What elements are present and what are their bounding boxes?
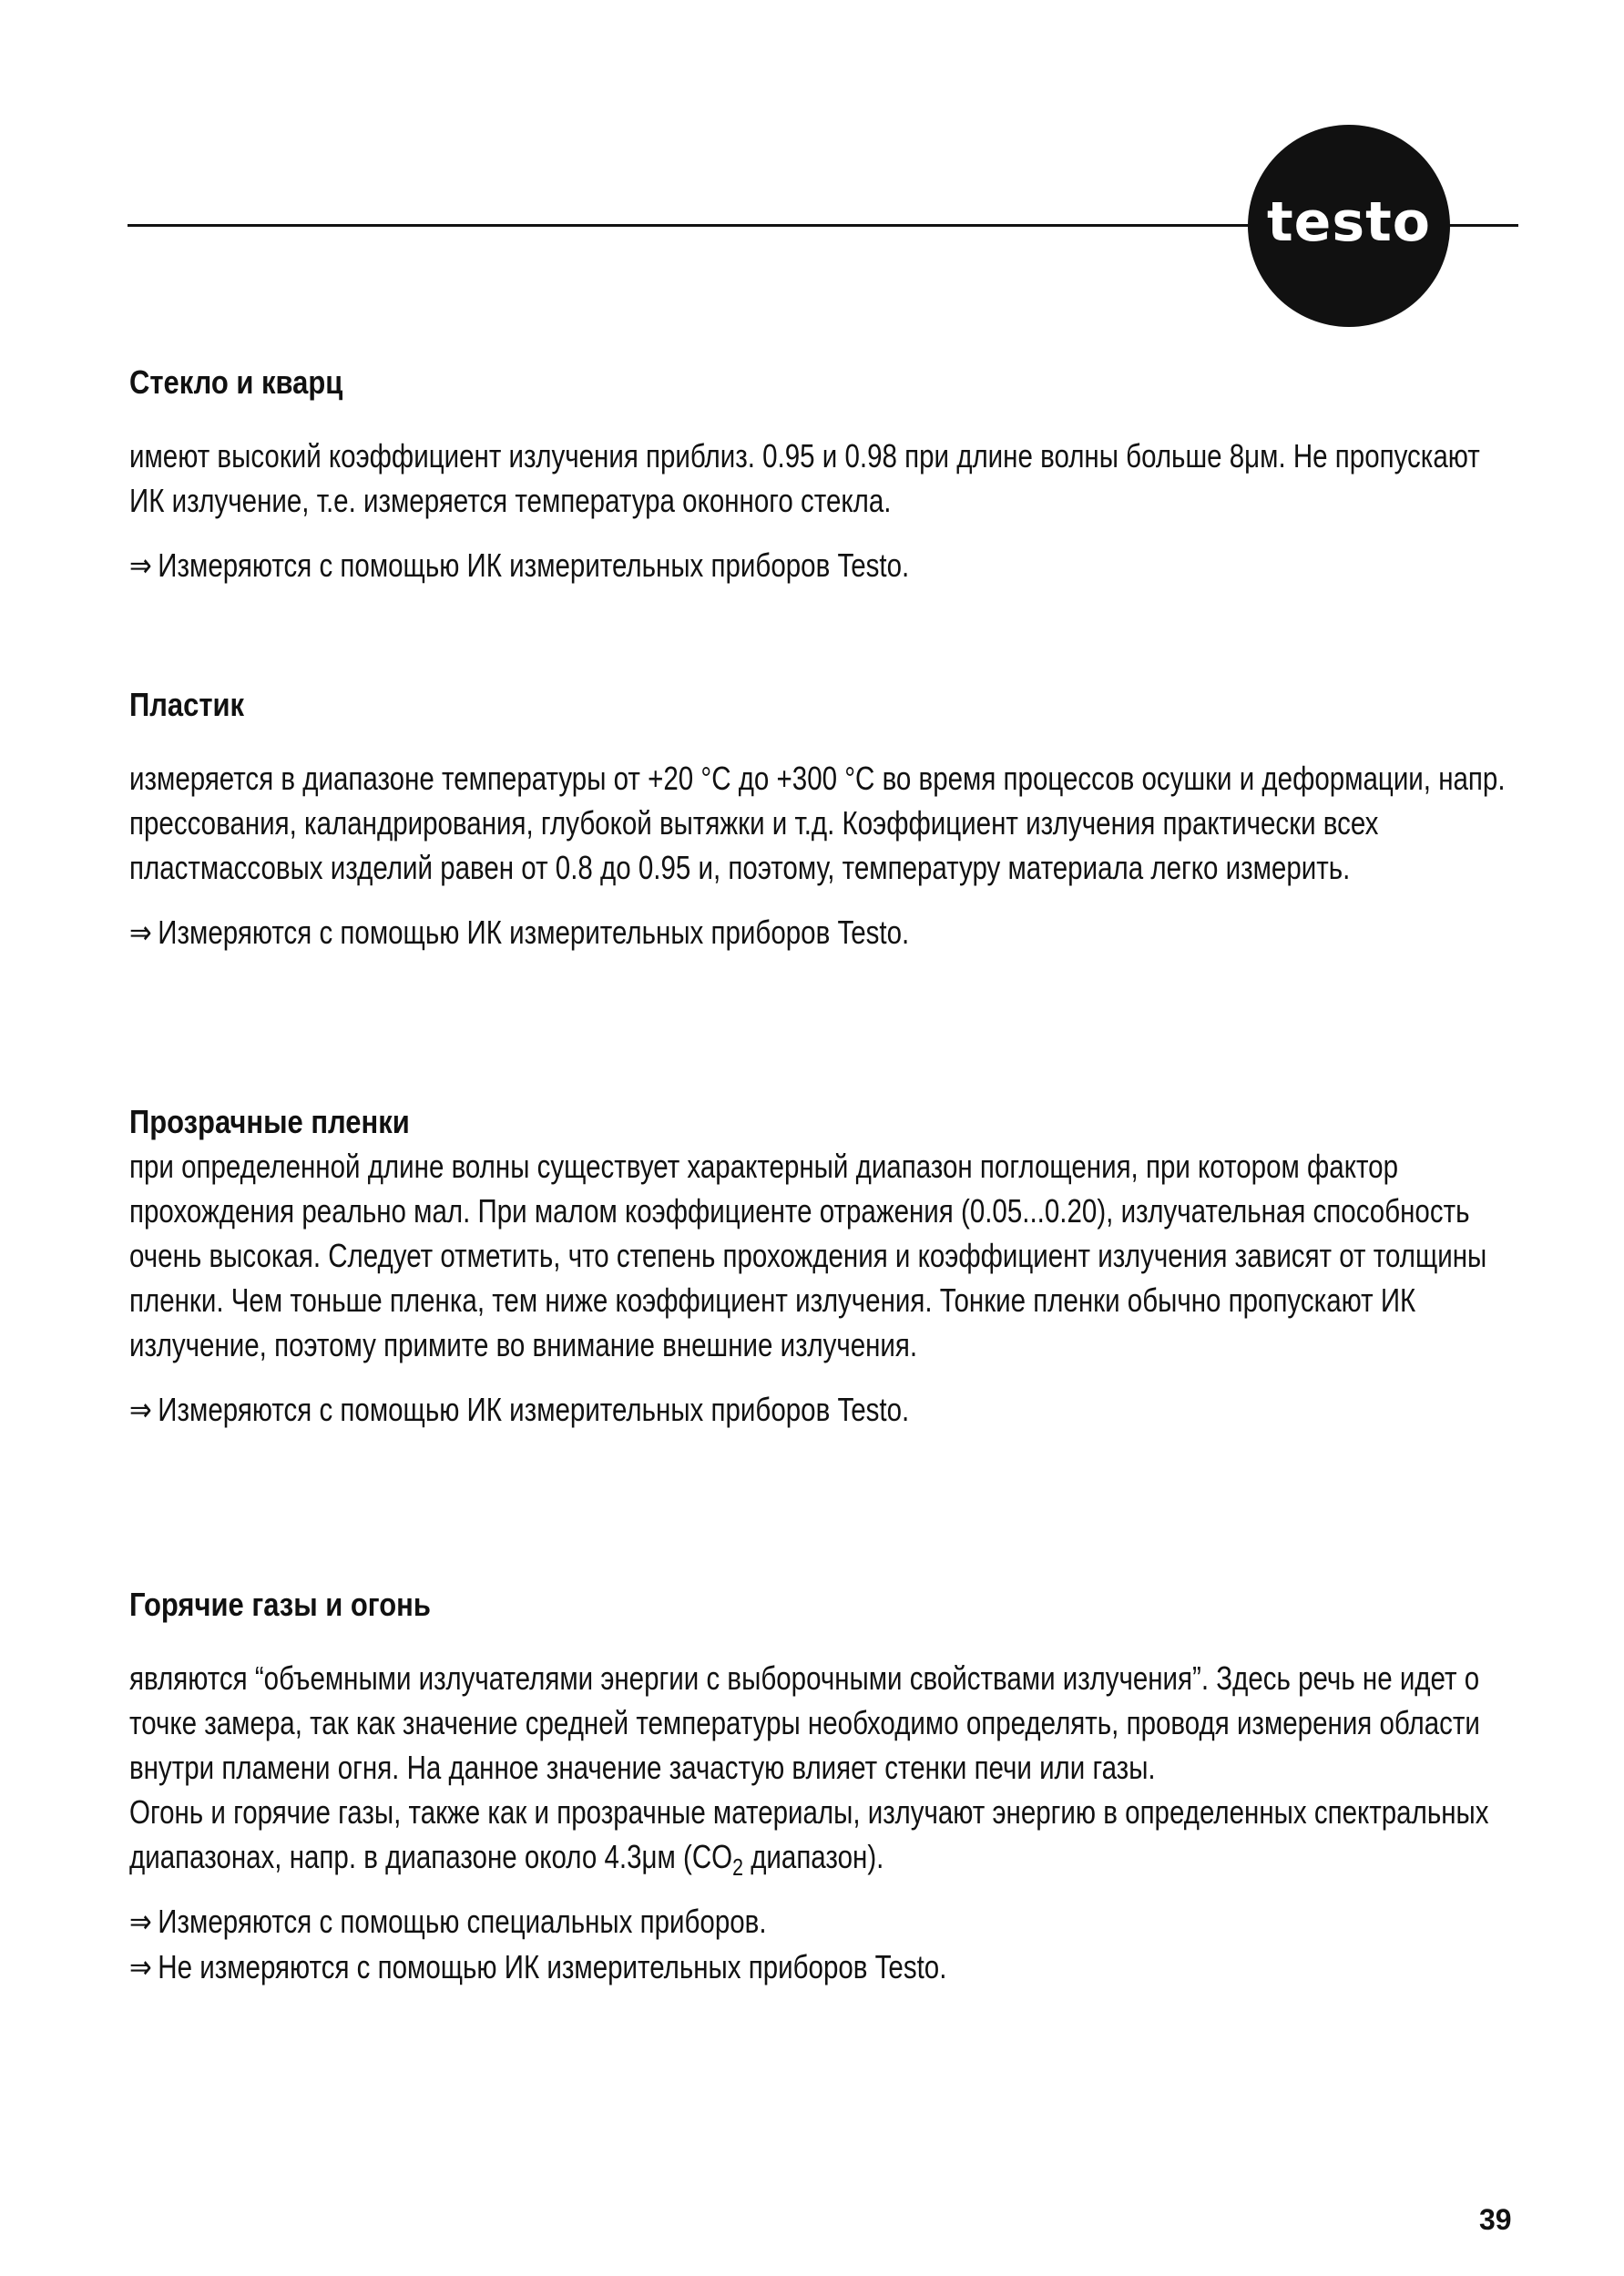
- note-line: [129, 1944, 1272, 1990]
- note-line: [129, 1899, 1272, 1944]
- header-rule: [128, 224, 1257, 227]
- arrow-icon: ⇒: [129, 914, 152, 952]
- paragraph-text: Огонь и горячие газы, также как и прозрачные материалы, излучают энергию в определенных спектральных диапазонах, напр. в диапазоне около 4.3μм (CO: [129, 1793, 1489, 1875]
- testo-logo: [1248, 125, 1450, 327]
- note-text: Измеряются с помощью специальных приборов.: [158, 1903, 767, 1940]
- arrow-icon: ⇒: [129, 1392, 152, 1429]
- section-heading: Стекло и кварц: [129, 363, 343, 401]
- arrow-icon: ⇒: [129, 1949, 152, 1986]
- section-transparent-films: [129, 1102, 1523, 1433]
- arrow-icon: ⇒: [129, 547, 152, 585]
- note-text: Измеряются с помощью ИК измерительных приборов Testo.: [158, 1391, 910, 1428]
- note-text: Измеряются с помощью ИК измерительных приборов Testo.: [158, 913, 910, 951]
- section-paragraph: [129, 1790, 1511, 1882]
- arrow-icon: ⇒: [129, 1903, 152, 1941]
- note-line: [129, 1387, 1272, 1433]
- section-glass-quartz: [129, 362, 1523, 588]
- section-heading: Прозрачные пленки: [129, 1103, 410, 1140]
- section-paragraph: имеют высокий коэффициент излучения приблиз. 0.95 и 0.98 при длине волны больше 8μм. Не пропускают ИК излучение, т.е. измеряется температура оконного стекла.: [129, 437, 1480, 519]
- section-plastic: [129, 685, 1523, 955]
- section-paragraph: являются “объемными излучателями энергии с выборочными свойствами излучения”. Здесь речь не идет о точке замера, так как значение средней температуры необходимо определять, проводя измерения области внутри пламени огня. На данное значение зачастую влияет стенки печи или газы.: [129, 1659, 1480, 1786]
- logo-text: testo: [1267, 190, 1431, 254]
- section-paragraph: измеряется в диапазоне температуры от +20 °C до +300 °C во время процессов осушки и деформации, напр. прессования, каландрирования, глубокой вытяжки и т.д. Коэффициент излучения практически всех пластмассовых изделий равен от 0.8 до 0.95 и, поэтому, температуру материала легко измерить.: [129, 760, 1506, 886]
- section-heading: Горячие газы и огонь: [129, 1586, 431, 1623]
- header-rule-right: [1444, 224, 1518, 227]
- note-line: [129, 910, 1272, 955]
- paragraph-text-end: диапазон).: [742, 1838, 884, 1875]
- section-paragraph: при определенной длине волны существует характерный диапазон поглощения, при котором фактор прохождения реально мал. При малом коэффициенте отражения (0.05...0.20), излучательная способность очень высокая. Следует отметить, что степень прохождения и коэффициент излучения зависят от толщины пленки. Чем тоньше пленка, тем ниже коэффициент излучения. Тонкие пленки обычно пропускают ИК излучение, поэтому примите во внимание внешние излучения.: [129, 1148, 1487, 1363]
- note-text: Измеряются с помощью ИК измерительных приборов Testo.: [158, 546, 910, 584]
- page-number: 39: [1479, 2203, 1512, 2236]
- note-line: [129, 543, 1272, 588]
- section-hot-gases-fire: [129, 1585, 1523, 1990]
- subscript: 2: [732, 1853, 743, 1882]
- note-text: Не измеряются с помощью ИК измерительных приборов Testo.: [158, 1948, 947, 1985]
- section-heading: Пластик: [129, 686, 245, 723]
